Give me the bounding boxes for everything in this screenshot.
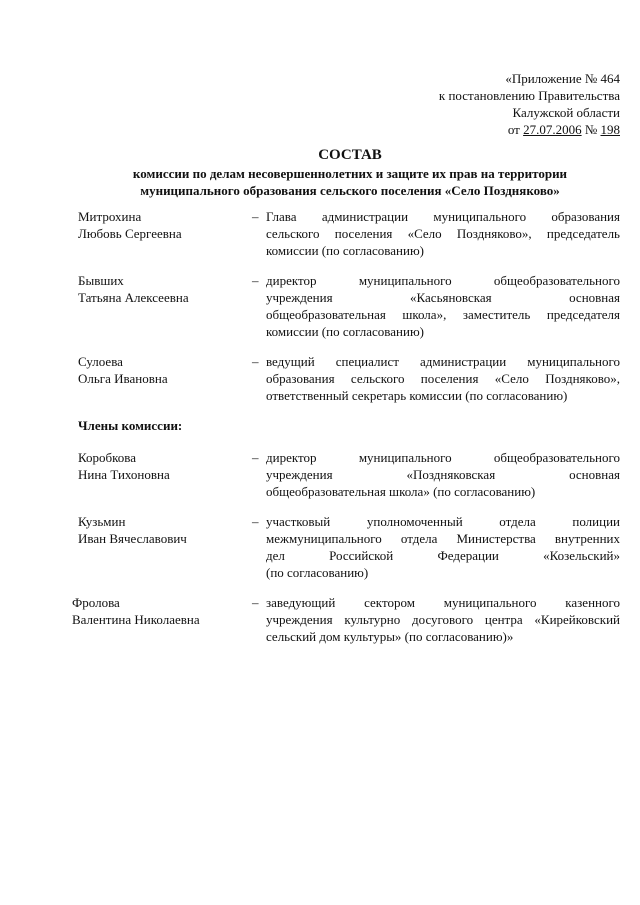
person-name [78,272,248,306]
given-names: Валентина Николаевна [72,612,200,627]
role-description [266,513,620,581]
date-prefix: от [507,122,524,137]
person-name [72,594,242,628]
role-line: комиссии (по согласованию) [266,324,424,339]
appendix-line-2: к постановлению Правительства [438,88,620,103]
appendix-line-1: «Приложение № 464 [505,71,620,86]
role-description [266,594,620,645]
given-names: Нина Тихоновна [78,467,170,482]
role-line: учреждения культурно досугового центра «Кирейковский [266,612,620,627]
role-line: учреждения «Касьяновская основная [266,290,620,305]
surname: Фролова [72,595,120,610]
document-title [90,146,610,199]
role-line: сельский дом культуры» (по согласованию)» [266,629,514,644]
members-heading: Члены комиссии: [78,418,183,433]
appendix-date: 27.07.2006 [523,122,582,137]
role-description [266,272,620,340]
surname: Бывших [78,273,124,288]
role-line: общеобразовательная школа» (по согласованию) [266,484,536,499]
given-names: Любовь Сергеевна [78,226,182,241]
given-names: Татьяна Алексеевна [78,290,189,305]
person-name [78,208,248,242]
dash: – [252,514,259,529]
role-line: ответственный секретарь комиссии (по согласованию) [266,388,568,403]
appendix-date-line [439,121,620,138]
title-sub-line-2: муниципального образования сельского поселения «Село Поздняково» [140,183,560,198]
person-name [78,353,248,387]
person-name [78,449,248,483]
role-line: ведущий специалист администрации муниципального [266,354,620,369]
dash: – [252,209,259,224]
role-line: дел Российской Федерации «Козельский» [266,548,620,563]
given-names: Ольга Ивановна [78,371,168,386]
role-line: учреждения «Поздняковская основная [266,467,620,482]
role-line: сельского поселения «Село Поздняково», председатель [266,226,620,241]
role-line: директор муниципального общеобразовательного [266,273,620,288]
dash: – [252,273,259,288]
person-name [78,513,248,547]
surname: Кузьмин [78,514,126,529]
title-sub-line-1: комиссии по делам несовершеннолетних и защите их прав на территории [132,166,568,181]
title-main: СОСТАВ [318,147,382,163]
role-line: межмуниципального отдела Министерства внутренних [266,531,620,546]
role-line: общеобразовательная школа», заместитель председателя [266,307,620,322]
surname: Коробкова [78,450,137,465]
surname: Митрохина [78,209,142,224]
role-line: директор муниципального общеобразовательного [266,450,620,465]
given-names: Иван Вячеславович [78,531,187,546]
role-line: образования сельского поселения «Село Поздняково», [266,371,620,386]
role-line: заведующий сектором муниципального казенного [266,595,620,610]
dash: – [252,450,259,465]
appendix-number: 198 [600,122,620,137]
number-prefix: № [581,122,601,137]
role-description [266,353,620,404]
role-line: Глава администрации муниципального образования [266,209,620,224]
role-line: участковый уполномоченный отдела полиции [266,514,620,529]
role-line: комиссии (по согласованию) [266,243,424,258]
dash: – [252,595,259,610]
dash: – [252,354,259,369]
appendix-line-3: Калужской области [512,105,620,120]
appendix-header [439,70,620,138]
role-line: (по согласованию) [266,565,369,580]
role-description [266,208,620,259]
role-description [266,449,620,500]
surname: Сулоева [78,354,123,369]
